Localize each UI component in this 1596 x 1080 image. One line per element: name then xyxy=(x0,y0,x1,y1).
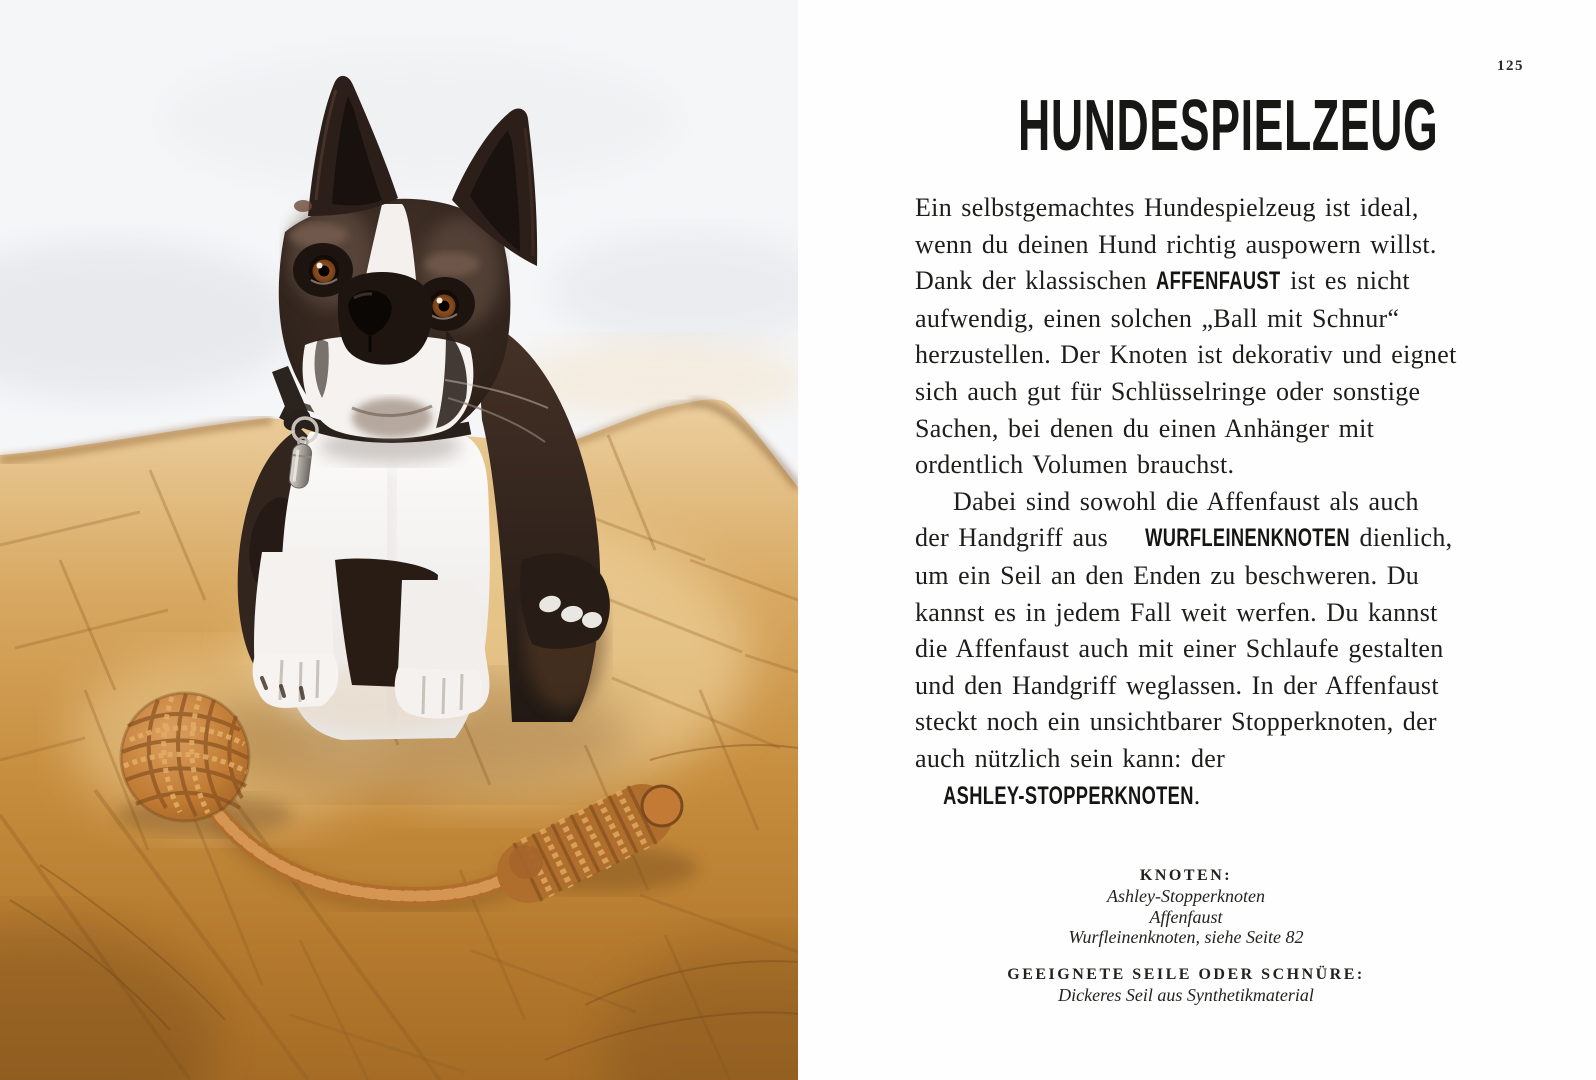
knot-item: Affenfaust xyxy=(1149,906,1223,927)
knot-item: Ashley-Stopperknoten xyxy=(1107,886,1265,907)
materials-notes xyxy=(915,865,1457,1005)
knot-item: Wurfleinenknoten, siehe Seite 82 xyxy=(1068,927,1304,948)
page-number: 125 xyxy=(1497,58,1524,74)
text-run: . xyxy=(1193,780,1201,810)
dog-front-leg-left xyxy=(253,552,339,708)
text-run: dienlich, um ein Seil an den Enden zu beschweren. Du kannst es in jedem Fall weit werfen. Du kannst die Affenfaust auch mit einer Schlaufe gestalten und den Handgriff weglassen. In der Affenfaust steckt noch ein unsichtbarer Stopperknoten, der auch nützlich sein kann: der xyxy=(915,523,1453,773)
article xyxy=(915,86,1457,1005)
knots-heading: KNOTEN: xyxy=(1139,867,1233,885)
text-run: Ein selbstgemachtes Hundespielzeug ist ideal, wenn du deinen Hund richtig auspowern willst. Dank der klassischen xyxy=(915,193,1437,296)
text-run: Dabei sind sowohl die Affenfaust als auch der Handgriff aus xyxy=(915,486,1419,553)
coil-knot xyxy=(509,845,543,879)
paragraph-2 xyxy=(915,484,1457,815)
coil-end-knob xyxy=(642,786,682,826)
text-page xyxy=(798,0,1596,1080)
dog-eye-left xyxy=(309,255,339,285)
knot-term: ASHLEY-STOPPERKNOTEN xyxy=(943,782,1194,810)
rope-item: Dickeres Seil aus Synthetikmaterial xyxy=(1058,984,1314,1005)
dog-front-leg-right xyxy=(395,580,490,719)
knots-note-group xyxy=(915,865,1457,948)
knot-term: AFFENFAUST xyxy=(1156,268,1281,296)
article-title: HUNDESPIELZEUG xyxy=(1017,86,1439,166)
text-run: ist es nicht aufwendig, einen solchen „Ball mit Schnur“ herzustellen. Der Knoten ist dekorativ und eignet sich auch gut für Schlüsselringe oder sonstige Sachen, bei denen du einen Anhänger mit ordentlich Volumen brauchst. xyxy=(915,266,1457,480)
ropes-note-group xyxy=(915,964,1457,1006)
knot-term: WURFLEINENKNOTEN xyxy=(1145,525,1351,553)
article-body xyxy=(915,190,1457,815)
paragraph-1 xyxy=(915,190,1457,484)
dog-eye-right xyxy=(429,290,459,320)
monkey-fist-ball xyxy=(121,693,249,821)
ropes-heading: GEEIGNETE SEILE ODER SCHNÜRE: xyxy=(1007,965,1365,983)
